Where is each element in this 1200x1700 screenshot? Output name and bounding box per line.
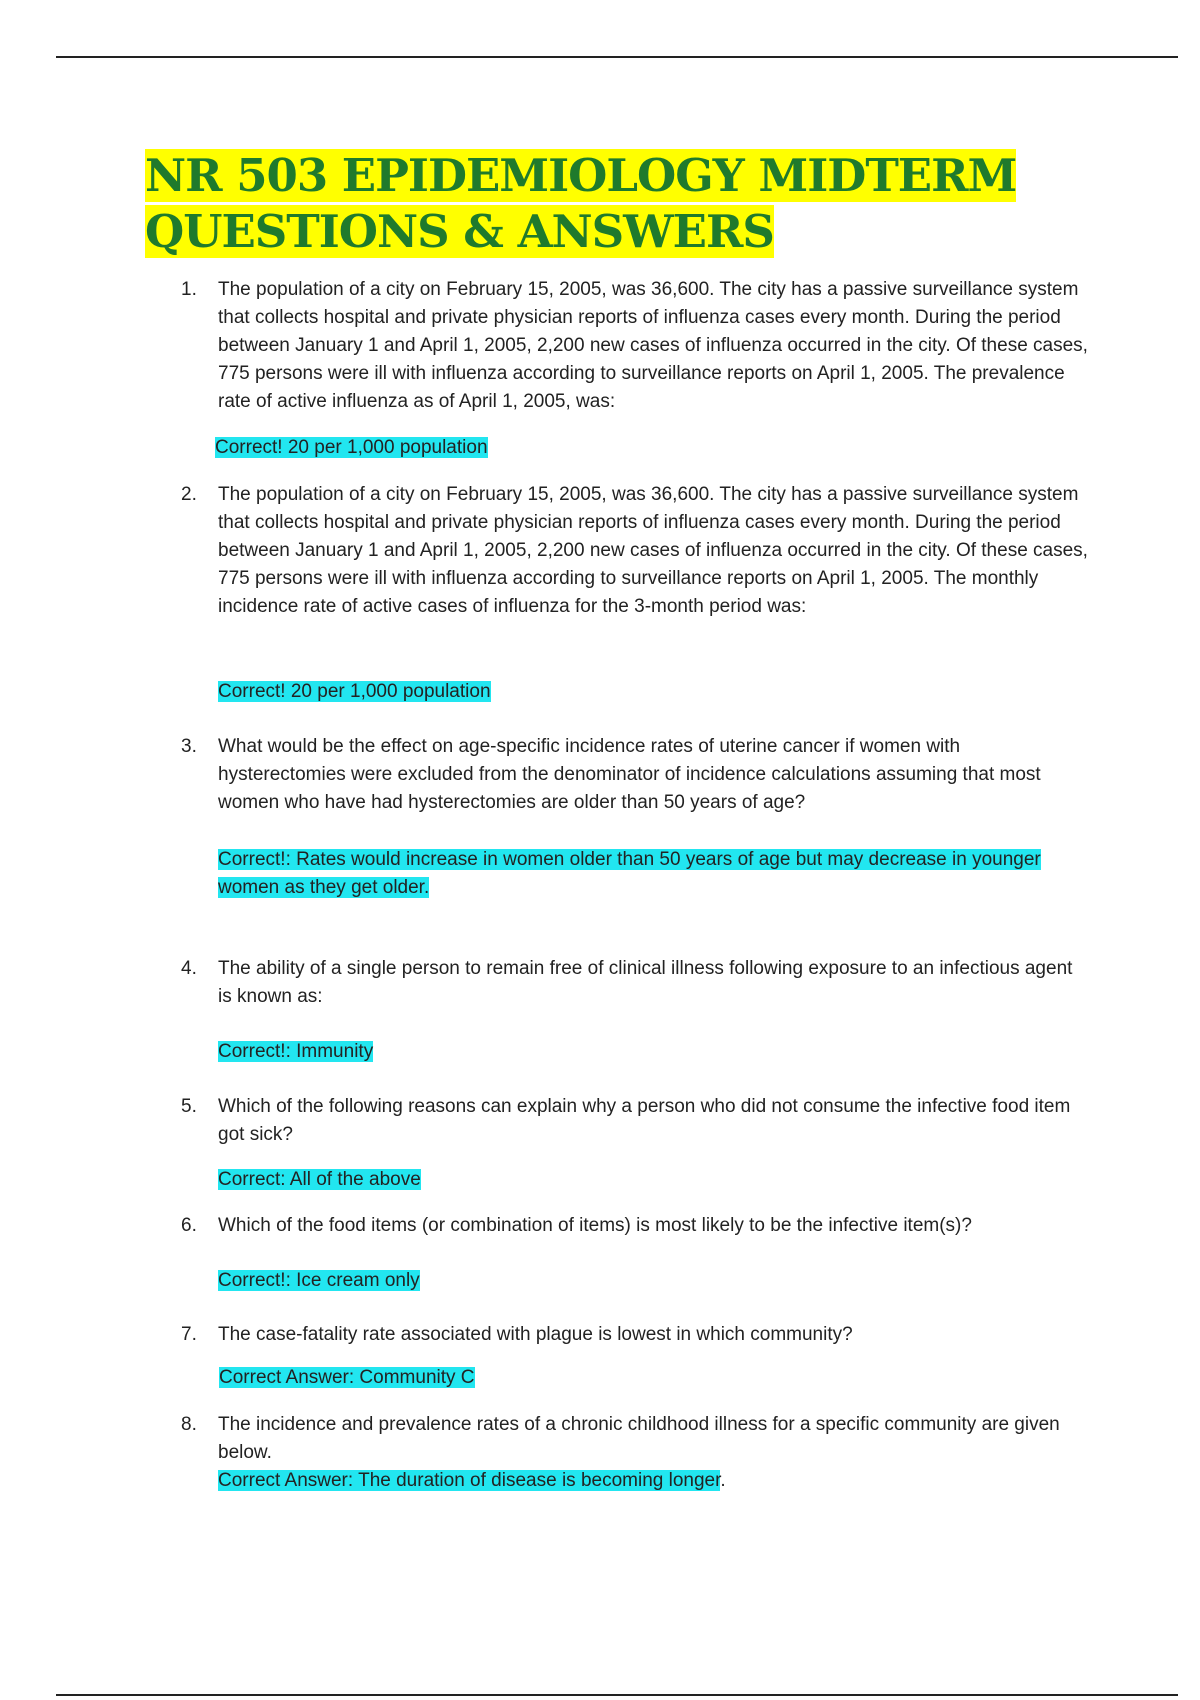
answer-text — [218, 678, 491, 706]
answer-highlight: Correct Answer: The duration of disease is becoming longer — [218, 1470, 721, 1491]
question-number: 1. — [181, 279, 197, 300]
answer-highlight: Correct Answer: Community C — [219, 1367, 475, 1388]
question-text: The ability of a single person to remain free of clinical illness following exposure to an infectious agent is known as: — [218, 958, 1073, 1007]
question-number: 4. — [181, 958, 197, 979]
question-text: The population of a city on February 15, 2005, was 36,600. The city has a passive surveillance system that collects hospital and private physician reports of influenza cases every month. During the period between January 1 and April 1, 2005, 2,200 new cases of influenza occurred in the city. Of these cases, 775 persons were ill with influenza according to surveillance reports on April 1, 2005. The prevalence rate of active influenza as of April 1, 2005, was: — [218, 279, 1088, 412]
question-number: 2. — [181, 484, 197, 505]
top-rule — [56, 56, 1178, 58]
answer-text — [218, 1166, 421, 1194]
question-number: 7. — [181, 1324, 197, 1345]
answer-tail: . — [720, 1470, 726, 1491]
answer-highlight: Correct! 20 per 1,000 population — [215, 437, 488, 458]
answer-highlight: Correct! 20 per 1,000 population — [218, 681, 491, 702]
question-text: Which of the food items (or combination of items) is most likely to be the infective item(s)? — [218, 1215, 972, 1236]
question-text: The case-fatality rate associated with plague is lowest in which community? — [218, 1324, 853, 1345]
answer-highlight: Correct!: Rates would increase in women older than 50 years of age but may decrease in younger women as they get older. — [218, 849, 1041, 898]
question-number: 5. — [181, 1096, 197, 1117]
answer-text — [219, 1364, 475, 1392]
answer-text — [218, 1038, 373, 1066]
question-number: 8. — [181, 1414, 197, 1435]
question-number: 3. — [181, 736, 197, 757]
title-line-2: QUESTIONS & ANSWERS — [145, 205, 774, 258]
title-line-1: NR 503 EPIDEMIOLOGY MIDTERM — [145, 149, 1017, 202]
answer-highlight: Correct: All of the above — [218, 1169, 421, 1190]
answer-text — [218, 1267, 420, 1295]
answer-highlight: Correct!: Ice cream only — [218, 1270, 420, 1291]
question-text: The incidence and prevalence rates of a chronic childhood illness for a specific community are given below. — [218, 1414, 1060, 1463]
answer-text — [218, 846, 1048, 902]
bottom-rule — [56, 1694, 1178, 1696]
answer-highlight: Correct!: Immunity — [218, 1041, 374, 1062]
question-number: 6. — [181, 1215, 197, 1236]
answer-text — [218, 1467, 726, 1495]
question-text: Which of the following reasons can explain why a person who did not consume the infective food item got sick? — [218, 1096, 1071, 1145]
document-title — [145, 148, 1016, 260]
answer-text — [215, 434, 488, 462]
question-text: The population of a city on February 15, 2005, was 36,600. The city has a passive surveillance system that collects hospital and private physician reports of influenza cases every month. During the period between January 1 and April 1, 2005, 2,200 new cases of influenza occurred in the city. Of these cases, 775 persons were ill with influenza according to surveillance reports on April 1, 2005. The monthly incidence rate of active cases of influenza for the 3-month period was: — [218, 484, 1088, 617]
question-text: What would be the effect on age-specific incidence rates of uterine cancer if women with hysterectomies were excluded from the denominator of incidence calculations assuming that most women who have had hysterectomies are older than 50 years of age? — [218, 736, 1041, 813]
